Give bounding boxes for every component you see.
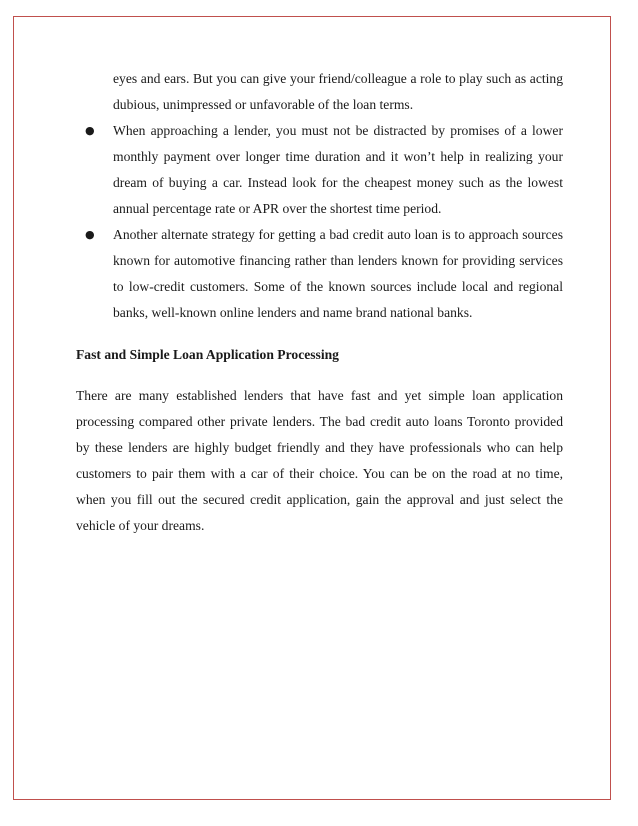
bullet-text: When approaching a lender, you must not be distracted by promises of a lower monthly payment over longer time duration and it won’t help in realizing your dream of buying a car. Instead look for the cheapest money such as the lowest annual percentage rate or APR over the shortest time period. [113,123,563,216]
list-item [76,118,563,222]
bullet-text: Another alternate strategy for getting a bad credit auto loan is to approach sources known for automotive financing rather than lenders known for providing services to low-credit customers. Some of the known sources include local and regional banks, well-known online lenders and name brand national banks. [113,227,563,320]
continued-paragraph: eyes and ears. But you can give your friend/colleague a role to play such as acting dubious, unimpressed or unfavorable of the loan terms. [113,71,563,112]
document-body [76,66,563,539]
section-heading: Fast and Simple Loan Application Processing [76,347,339,362]
bullet-list [76,118,563,326]
section-paragraph: There are many established lenders that have fast and yet simple loan application processing compared other private lenders. The bad credit auto loans Toronto provided by these lenders are highly budget friendly and they have professionals who can help customers to pair them with a car of their choice. You can be on the road at no time, when you fill out the secured credit application, gain the approval and just select the vehicle of your dreams. [76,388,563,533]
list-item [76,222,563,326]
bullet-dot-icon: ● [85,124,95,137]
bullet-dot-icon: ● [85,228,95,241]
